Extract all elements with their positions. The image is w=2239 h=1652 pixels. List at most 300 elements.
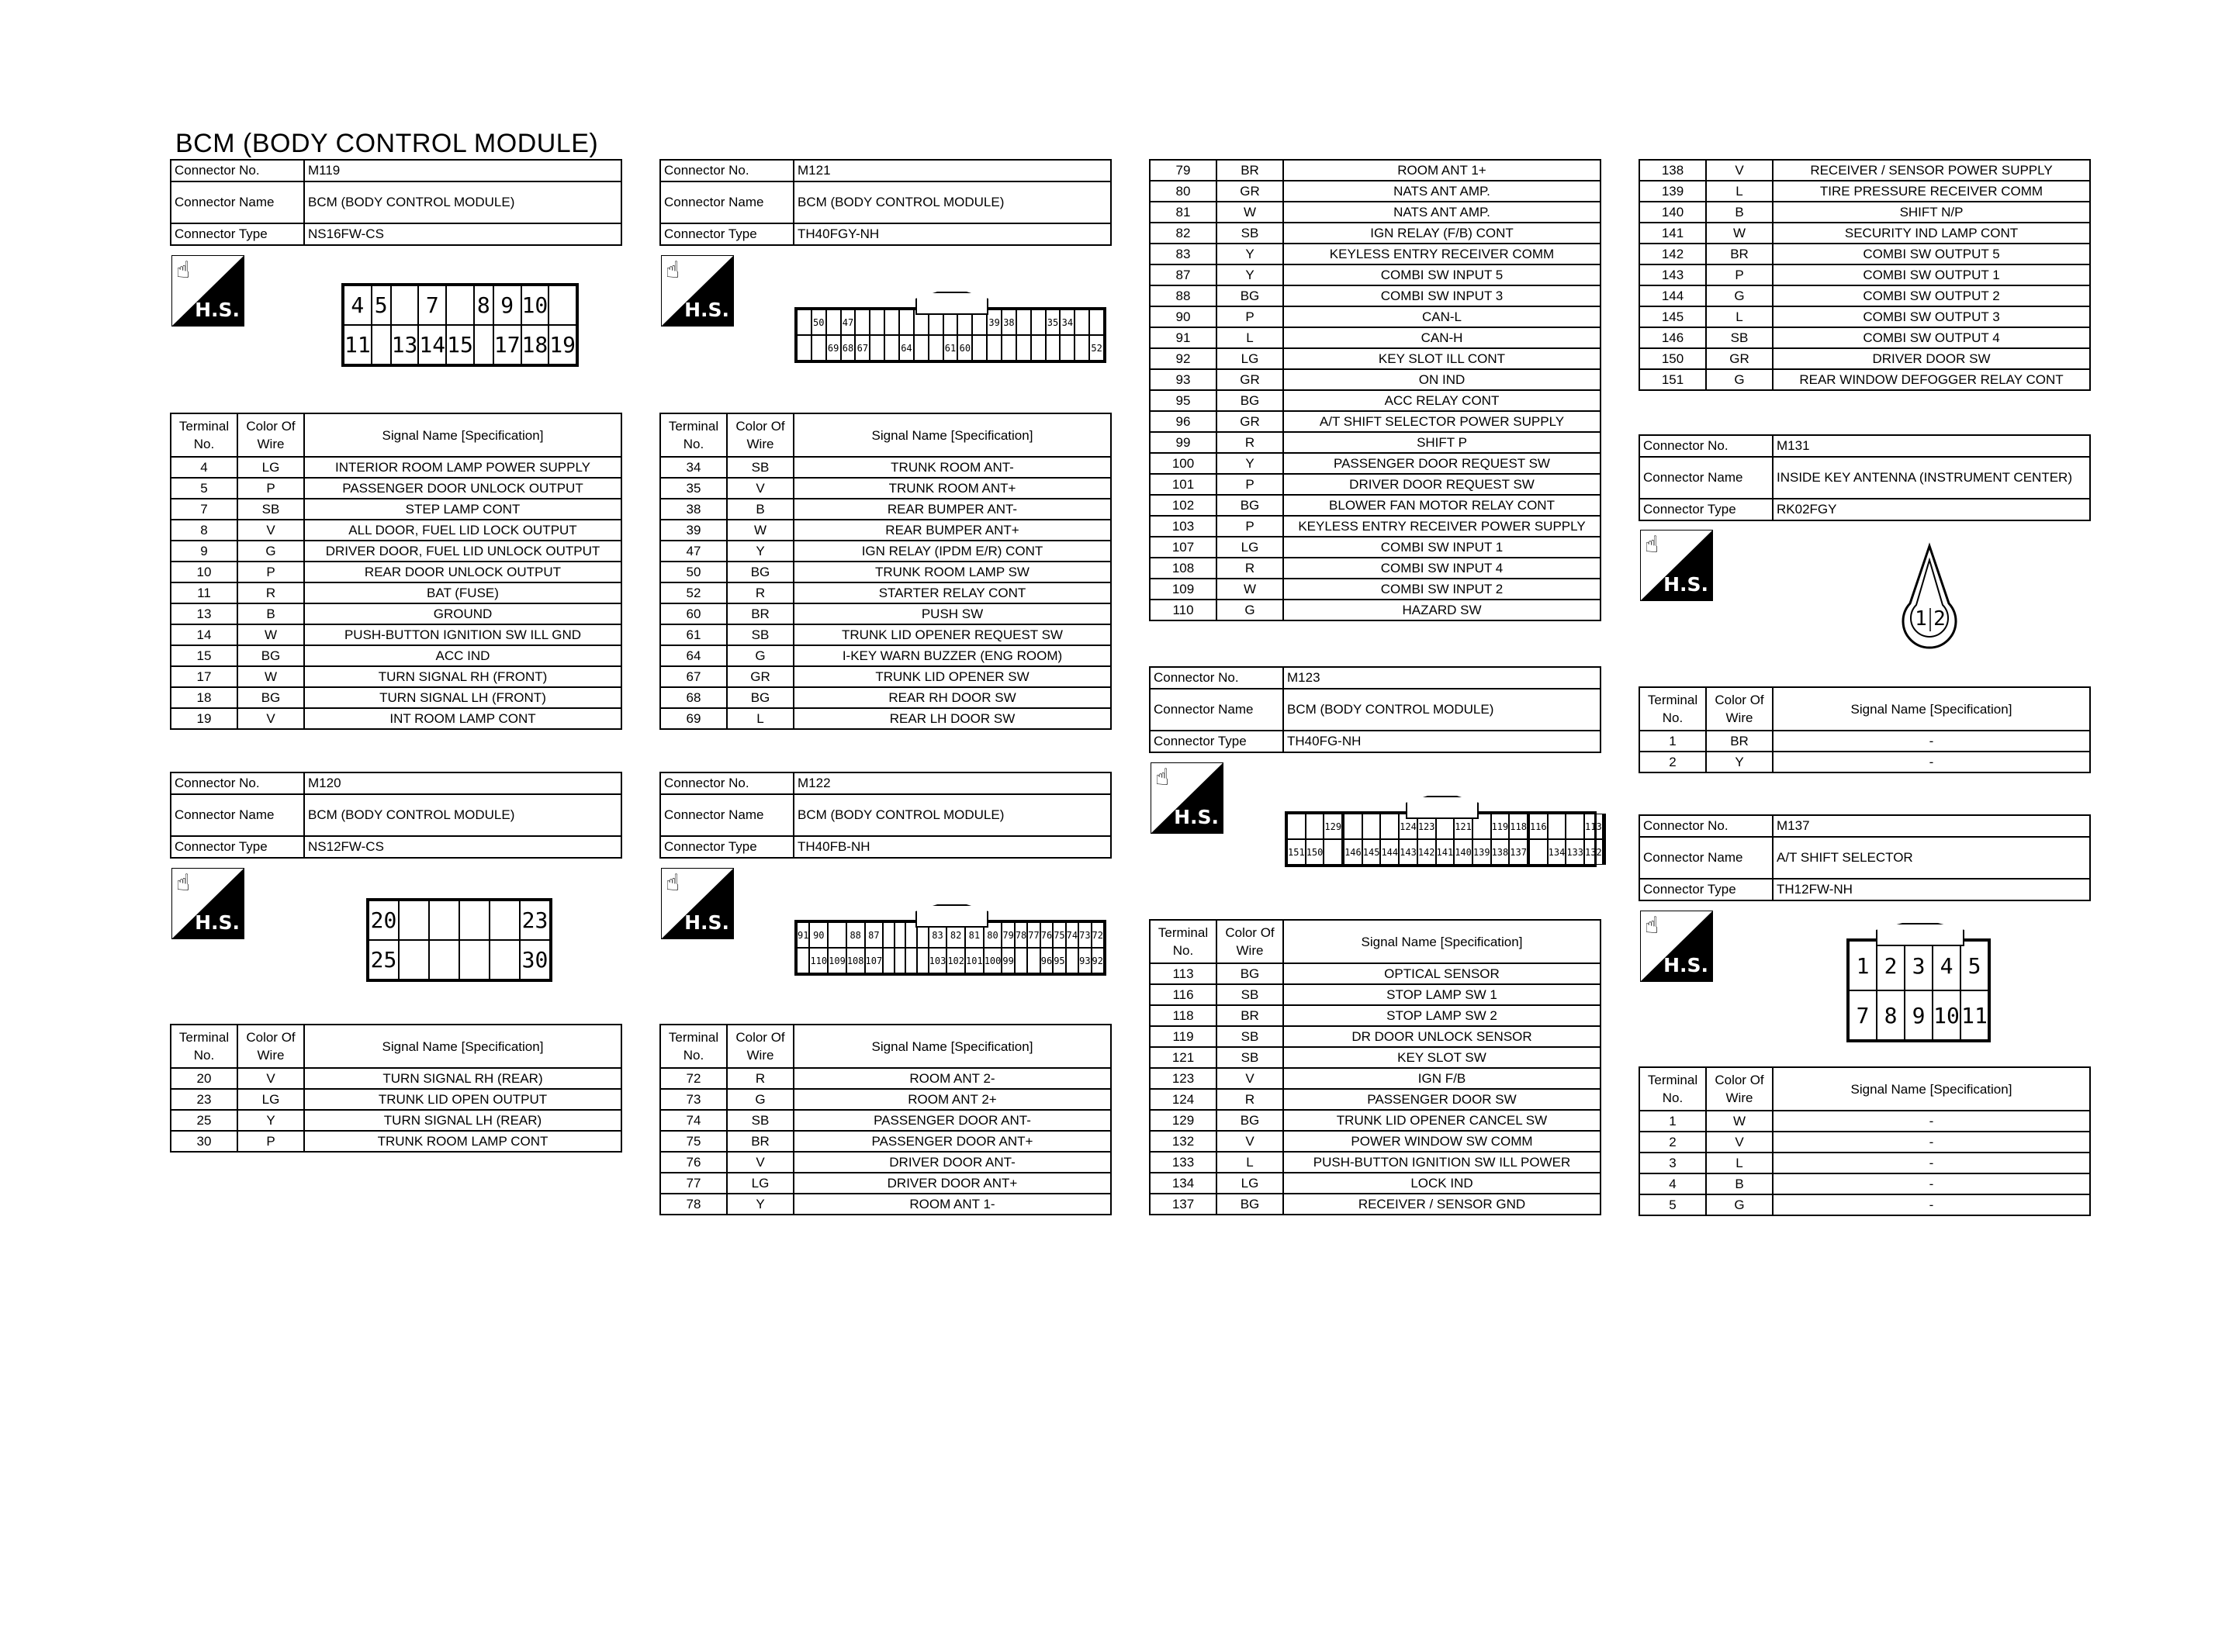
connector-pin: 74 (1066, 922, 1078, 948)
table-row (171, 541, 621, 562)
table-row (171, 645, 621, 666)
connector-pin (828, 922, 846, 948)
signal-header: Signal Name [Specification] (794, 1025, 1111, 1068)
signal-name: COMBI SW OUTPUT 5 (1773, 244, 2090, 264)
signal-name: - (1773, 1111, 2090, 1132)
wire-color: SB (1216, 984, 1283, 1005)
table-row (1150, 411, 1601, 432)
wire-color: R (1216, 558, 1283, 579)
table-row (171, 624, 621, 645)
harness-side-icon: ☝ H.S. (1640, 530, 1713, 601)
connector-pin (1015, 948, 1027, 973)
connector-pin: 9 (493, 285, 521, 325)
wire-color: Y (727, 1194, 794, 1215)
table-row (1639, 348, 2090, 369)
table-row (1639, 306, 2090, 327)
info-label: Connector Type (1639, 499, 1773, 520)
signal-name: KEYLESS ENTRY RECEIVER POWER SUPPLY (1283, 516, 1601, 537)
table-row (660, 520, 1111, 541)
terminal-no: 1 (1639, 731, 1706, 752)
table-row (1639, 1194, 2090, 1215)
signal-name: BLOWER FAN MOTOR RELAY CONT (1283, 495, 1601, 516)
connector-pin (797, 948, 809, 973)
table-row (1639, 369, 2090, 390)
terminal-no: 60 (660, 603, 727, 624)
signal-name: REAR BUMPER ANT+ (794, 520, 1111, 541)
signal-name: RECEIVER / SENSOR GND (1283, 1194, 1601, 1215)
terminal-no: 78 (660, 1194, 727, 1215)
pin-grid (366, 898, 552, 982)
terminal-no: 14 (171, 624, 237, 645)
connector-pin (459, 900, 490, 940)
connector-pin (1089, 309, 1104, 335)
wire-color: BR (1706, 244, 1773, 264)
table-row (660, 1173, 1111, 1194)
connector-pin: 72 (1092, 922, 1104, 948)
info-value: TH40FGY-NH (794, 223, 1111, 245)
wire-color: GR (1216, 369, 1283, 390)
signal-name: DRIVER DOOR SW (1773, 348, 2090, 369)
signal-name: INT ROOM LAMP CONT (304, 708, 621, 729)
terminal-no: 87 (1150, 264, 1216, 285)
wire-color: LG (237, 1089, 304, 1110)
connector-pin (549, 285, 576, 325)
terminal-no: 76 (660, 1152, 727, 1173)
connector-pin (372, 325, 391, 365)
table-row (1150, 1173, 1601, 1194)
connector-pin (883, 922, 895, 948)
table-row (1639, 223, 2090, 244)
wire-color: R (237, 582, 304, 603)
connector-pin (429, 940, 459, 980)
connector-pin: 119 (1491, 814, 1510, 839)
connector-pin: 13 (391, 325, 419, 365)
connector-pin: 17 (493, 325, 521, 365)
connector-pin: 143 (1399, 839, 1417, 865)
wire-color: V (1216, 1068, 1283, 1089)
wire-color: BG (727, 562, 794, 582)
connector-pin: 80 (984, 922, 1002, 948)
wire-color: R (1216, 432, 1283, 453)
info-label: Connector No. (660, 772, 794, 794)
connector-pin (490, 940, 520, 980)
connector-pin: 79 (1002, 922, 1014, 948)
harness-side-icon: ☝ H.S. (661, 868, 734, 939)
wire-color: BR (727, 603, 794, 624)
signal-name: REAR DOOR UNLOCK OUTPUT (304, 562, 621, 582)
terminal-no: 72 (660, 1068, 727, 1089)
connector-info-m121 (659, 159, 1112, 246)
wire-color: G (727, 645, 794, 666)
signal-name: ROOM ANT 2- (794, 1068, 1111, 1089)
wire-color: Y (1216, 453, 1283, 474)
connector-pin: 69 (826, 335, 841, 361)
signal-name: KEY SLOT ILL CONT (1283, 348, 1601, 369)
table-row (1639, 327, 2090, 348)
terminal-no: 138 (1639, 160, 1706, 181)
connector-pin (812, 335, 826, 361)
info-label: Connector No. (1639, 815, 1773, 837)
signal-name: INTERIOR ROOM LAMP POWER SUPPLY (304, 457, 621, 478)
connector-pin: 5 (372, 285, 391, 325)
terminal-no: 107 (1150, 537, 1216, 558)
terminal-header: Terminal No. (660, 413, 727, 457)
info-label: Connector No. (1150, 667, 1283, 689)
wire-color: B (727, 499, 794, 520)
wire-color: LG (1216, 348, 1283, 369)
terminal-table-m123 (1149, 919, 1601, 1215)
signal-name: NATS ANT AMP. (1283, 202, 1601, 223)
signal-name: COMBI SW INPUT 4 (1283, 558, 1601, 579)
table-row (660, 478, 1111, 499)
terminal-no: 4 (171, 457, 237, 478)
connector-pin (797, 335, 812, 361)
wire-color: W (1216, 202, 1283, 223)
table-row (1150, 1089, 1601, 1110)
wire-color: SB (1216, 223, 1283, 244)
table-row (1150, 495, 1601, 516)
connector-pin: 146 (1344, 839, 1362, 865)
connector-pin (1529, 839, 1548, 865)
terminal-no: 88 (1150, 285, 1216, 306)
signal-name: PUSH-BUTTON IGNITION SW ILL GND (304, 624, 621, 645)
table-row (171, 1089, 621, 1110)
table-row (660, 687, 1111, 708)
connector-pin: 95 (1053, 948, 1065, 973)
wire-color: SB (1216, 1047, 1283, 1068)
signal-name: LOCK IND (1283, 1173, 1601, 1194)
table-row (171, 666, 621, 687)
wire-color: P (1706, 264, 1773, 285)
connector-pin: 118 (1509, 814, 1528, 839)
wire-color: L (727, 708, 794, 729)
table-row (1639, 244, 2090, 264)
terminal-no: 7 (171, 499, 237, 520)
table-row (1150, 558, 1601, 579)
wire-color: G (237, 541, 304, 562)
wire-color: V (1706, 160, 1773, 181)
signal-name: A/T SHIFT SELECTOR POWER SUPPLY (1283, 411, 1601, 432)
harness-side-icon: ☝ H.S. (171, 868, 244, 939)
connector-pin (899, 309, 914, 335)
terminal-no: 101 (1150, 474, 1216, 495)
wire-color: W (1706, 223, 1773, 244)
harness-side-icon: ☝ H.S. (1640, 911, 1713, 982)
signal-name: COMBI SW INPUT 5 (1283, 264, 1601, 285)
table-row (1639, 264, 2090, 285)
terminal-no: 15 (171, 645, 237, 666)
terminal-no: 129 (1150, 1110, 1216, 1131)
connector-pin (399, 900, 429, 940)
terminal-no: 2 (1639, 752, 1706, 772)
terminal-table-m122 (659, 1024, 1112, 1215)
connector-pin (459, 940, 490, 980)
terminal-no: 118 (1150, 1005, 1216, 1026)
signal-name: ROOM ANT 2+ (794, 1089, 1111, 1110)
wire-color: LG (1216, 537, 1283, 558)
signal-name: PASSENGER DOOR ANT- (794, 1110, 1111, 1131)
wire-color: B (1706, 202, 1773, 223)
info-value: M121 (794, 160, 1111, 181)
table-row (1150, 160, 1601, 181)
connector-pin (929, 335, 943, 361)
terminal-no: 34 (660, 457, 727, 478)
connector-pin: 30 (520, 940, 550, 980)
connector-pin: 60 (957, 335, 972, 361)
connector-pin (1548, 814, 1566, 839)
info-value: BCM (BODY CONTROL MODULE) (1283, 689, 1601, 731)
terminal-no: 5 (171, 478, 237, 499)
terminal-no: 121 (1150, 1047, 1216, 1068)
connector-pin: 107 (865, 948, 884, 973)
info-label: Connector Type (660, 223, 794, 245)
pin-1: 1 (1915, 607, 1927, 631)
info-value: NS16FW-CS (304, 223, 621, 245)
connector-pin (1075, 335, 1089, 361)
connector-pin: 151 (1287, 839, 1306, 865)
table-row (660, 645, 1111, 666)
connector-info-m131 (1639, 434, 2091, 521)
table-row (660, 499, 1111, 520)
terminal-no: 20 (171, 1068, 237, 1089)
signal-name: COMBI SW INPUT 2 (1283, 579, 1601, 600)
signal-name: TURN SIGNAL RH (REAR) (304, 1068, 621, 1089)
connector-pin: 129 (1324, 814, 1342, 839)
connector-pin (474, 325, 493, 365)
terminal-no: 93 (1150, 369, 1216, 390)
wire-color: GR (727, 666, 794, 687)
wire-color: G (727, 1089, 794, 1110)
table-row (1150, 474, 1601, 495)
table-row (171, 457, 621, 478)
wire-color: BR (1216, 160, 1283, 181)
terminal-no: 4 (1639, 1173, 1706, 1194)
signal-name: REAR BUMPER ANT- (794, 499, 1111, 520)
wire-color: SB (1216, 1026, 1283, 1047)
connector-pin: 101 (965, 948, 984, 973)
signal-name: TURN SIGNAL LH (REAR) (304, 1110, 621, 1131)
wire-color: SB (727, 624, 794, 645)
info-label: Connector Name (1150, 689, 1283, 731)
connector-pin: 81 (965, 922, 984, 948)
connector-pin (429, 900, 459, 940)
connector-pin: 145 (1362, 839, 1381, 865)
connector-pin: 78 (1015, 922, 1027, 948)
info-value: M131 (1773, 435, 2090, 457)
table-row (1150, 1005, 1601, 1026)
connector-pin: 20 (369, 900, 399, 940)
table-row (1150, 264, 1601, 285)
connector-pin: 103 (929, 948, 947, 973)
connector-pin (1324, 839, 1342, 865)
info-value: M122 (794, 772, 1111, 794)
connector-pin: 133 (1566, 839, 1584, 865)
connector-pin (972, 335, 987, 361)
info-label: Connector Type (1150, 731, 1283, 752)
connector-pin (1066, 948, 1078, 973)
signal-name: CAN-L (1283, 306, 1601, 327)
wire-color: P (1216, 474, 1283, 495)
signal-name: TURN SIGNAL LH (FRONT) (304, 687, 621, 708)
connector-latch (915, 904, 988, 928)
signal-name: KEY SLOT SW (1283, 1047, 1601, 1068)
signal-name: TRUNK LID OPENER SW (794, 666, 1111, 687)
connector-latch (1406, 796, 1479, 819)
terminal-no: 142 (1639, 244, 1706, 264)
table-row (1150, 348, 1601, 369)
connector-pin: 11 (1960, 990, 1988, 1040)
connector-pin (1380, 814, 1399, 839)
info-label: Connector Name (660, 794, 794, 836)
connector-pin: 83 (929, 922, 947, 948)
terminal-header: Terminal No. (1150, 920, 1216, 963)
connector-pin: 61 (943, 335, 958, 361)
connector-pin (1362, 814, 1381, 839)
terminal-no: 47 (660, 541, 727, 562)
table-row (171, 478, 621, 499)
wire-color: L (1706, 1153, 1773, 1173)
wire-color: W (1216, 579, 1283, 600)
connector-pin: 14 (418, 325, 446, 365)
connector-pin: 137 (1509, 839, 1528, 865)
connector-pin: 67 (855, 335, 870, 361)
signal-name: PASSENGER DOOR SW (1283, 1089, 1601, 1110)
signal-name: TRUNK LID OPEN OUTPUT (304, 1089, 621, 1110)
connector-shell (1887, 543, 1972, 644)
wire-color: BG (1216, 390, 1283, 411)
connector-pin (1287, 814, 1306, 839)
table-row (1639, 1153, 2090, 1173)
signal-name: COMBI SW INPUT 1 (1283, 537, 1601, 558)
connector-pin: 116 (1529, 814, 1548, 839)
connector-info-m119 (170, 159, 622, 246)
connector-pin (870, 309, 884, 335)
terminal-header: Terminal No. (1639, 687, 1706, 731)
connector-pin (914, 335, 929, 361)
connector-pin: 11 (344, 325, 372, 365)
terminal-no: 13 (171, 603, 237, 624)
wire-color: B (1706, 1173, 1773, 1194)
harness-side-icon: ☝ H.S. (661, 255, 734, 327)
info-value: INSIDE KEY ANTENNA (INSTRUMENT CENTER) (1773, 457, 2090, 499)
table-row (660, 603, 1111, 624)
terminal-no: 35 (660, 478, 727, 499)
connector-pin: 102 (946, 948, 965, 973)
connector-pin: 50 (812, 309, 826, 335)
wire-color: BG (237, 687, 304, 708)
wire-color: BG (237, 645, 304, 666)
signal-name: DRIVER DOOR ANT+ (794, 1173, 1111, 1194)
info-value: M123 (1283, 667, 1601, 689)
table-row (1150, 600, 1601, 620)
table-row (171, 708, 621, 729)
table-row (1150, 223, 1601, 244)
connector-pin (917, 948, 929, 973)
color-header: Color Of Wire (1216, 920, 1283, 963)
signal-name: STEP LAMP CONT (304, 499, 621, 520)
signal-name: HAZARD SW (1283, 600, 1601, 620)
connector-pin: 8 (1877, 990, 1905, 1040)
connector-pin: 1 (1849, 941, 1877, 990)
wire-color: BG (1216, 285, 1283, 306)
connector-pin: 124 (1399, 814, 1417, 839)
table-row (1639, 1111, 2090, 1132)
wire-color: GR (1216, 411, 1283, 432)
info-value: BCM (BODY CONTROL MODULE) (304, 794, 621, 836)
terminal-no: 140 (1639, 202, 1706, 223)
info-value: A/T SHIFT SELECTOR (1773, 837, 2090, 879)
info-value: NS12FW-CS (304, 836, 621, 858)
wire-color: Y (727, 541, 794, 562)
signal-name: I-KEY WARN BUZZER (ENG ROOM) (794, 645, 1111, 666)
signal-name: IGN F/B (1283, 1068, 1601, 1089)
info-value: TH40FG-NH (1283, 731, 1601, 752)
wire-color: LG (237, 457, 304, 478)
connector-pin (895, 948, 906, 973)
table-row (660, 624, 1111, 645)
table-row (171, 582, 621, 603)
table-row (1150, 1026, 1601, 1047)
color-header: Color Of Wire (1706, 687, 1773, 731)
info-label: Connector No. (171, 160, 304, 181)
connector-pin: 132 (1584, 839, 1603, 865)
terminal-no: 23 (171, 1089, 237, 1110)
wire-color: G (1706, 285, 1773, 306)
connector-info-m137 (1639, 814, 2091, 901)
signal-name: NATS ANT AMP. (1283, 181, 1601, 202)
connector-pin (1075, 309, 1089, 335)
connector-pin (797, 309, 812, 335)
signal-name: PASSENGER DOOR UNLOCK OUTPUT (304, 478, 621, 499)
terminal-no: 109 (1150, 579, 1216, 600)
info-label: Connector Type (171, 836, 304, 858)
table-row (1639, 160, 2090, 181)
connector-pin: 88 (846, 922, 865, 948)
terminal-no: 80 (1150, 181, 1216, 202)
signal-header: Signal Name [Specification] (794, 413, 1111, 457)
signal-name: TRUNK ROOM LAMP SW (794, 562, 1111, 582)
connector-pin (1046, 335, 1061, 361)
table-row (1639, 202, 2090, 223)
wire-color: SB (237, 499, 304, 520)
connector-pin (1604, 814, 1606, 839)
terminal-no: 110 (1150, 600, 1216, 620)
signal-name: - (1773, 1153, 2090, 1173)
terminal-no: 82 (1150, 223, 1216, 244)
info-label: Connector Type (660, 836, 794, 858)
info-value: TH12FW-NH (1773, 879, 2090, 900)
table-row (660, 562, 1111, 582)
connector-pin: 75 (1053, 922, 1065, 948)
connector-pin: 140 (1454, 839, 1472, 865)
table-row (1150, 1194, 1601, 1215)
terminal-no: 68 (660, 687, 727, 708)
connector-pin (490, 900, 520, 940)
info-label: Connector Type (1639, 879, 1773, 900)
info-label: Connector Name (1639, 457, 1773, 499)
wire-color: V (1216, 1131, 1283, 1152)
wire-color: R (727, 1068, 794, 1089)
table-row (1150, 306, 1601, 327)
connector-pin: 90 (809, 922, 828, 948)
terminal-no: 61 (660, 624, 727, 645)
pin-grid (341, 283, 579, 367)
connector-pin: 138 (1491, 839, 1510, 865)
terminal-no: 2 (1639, 1132, 1706, 1153)
connector-info-m123 (1149, 666, 1601, 753)
connector-pin (905, 948, 917, 973)
connector-pin (895, 922, 906, 948)
